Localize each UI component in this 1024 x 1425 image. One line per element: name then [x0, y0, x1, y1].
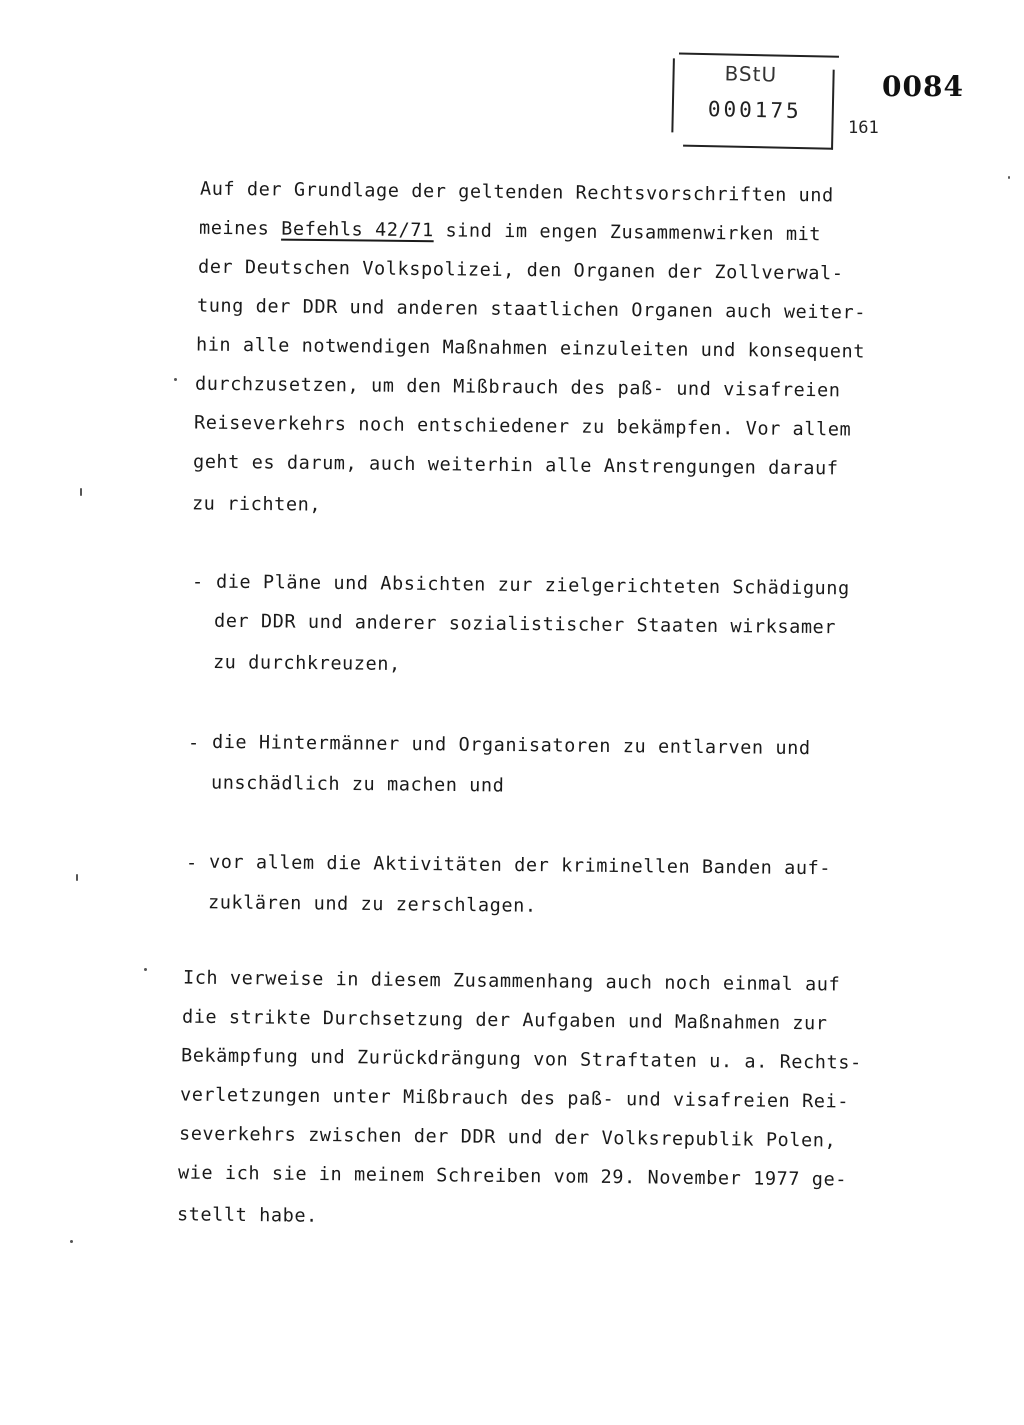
bullet-3-line-1: vor allem die Aktivitäten der kriminellen Banden auf- — [208, 851, 832, 880]
paragraph-2-line-5: severkehrs zwischen der DDR und der Volksrepublik Polen, — [178, 1123, 837, 1152]
bullet-1-line-1: die Pläne und Absichten zur zielgerichteten Schädigung — [215, 571, 850, 600]
paragraph-2-line-2: die strikte Durchsetzung der Aufgaben und Maßnahmen zur — [181, 1006, 828, 1035]
scan-speck — [144, 968, 147, 971]
text-run: meines — [198, 217, 282, 240]
bullet-2-line-2: unschädlich zu machen und — [210, 772, 505, 797]
bullet-1-line-3: zu durchkreuzen, — [212, 652, 401, 675]
bullet-1-line-2: der DDR und anderer sozialistischer Staaten wirksamer — [213, 610, 837, 639]
scan-speck — [70, 1240, 73, 1243]
scan-speck — [174, 378, 177, 381]
paragraph-1-line-8: geht es darum, auch weiterhin alle Anstrengungen darauf — [192, 451, 839, 480]
scan-speck — [80, 488, 82, 496]
paragraph-1-line-6: durchzusetzen, um den Mißbrauch des paß- und visafreien — [194, 373, 841, 402]
bullet-marker: - — [192, 572, 204, 593]
scan-speck — [1008, 176, 1010, 179]
stamp-border-left — [671, 58, 675, 132]
bullet-3-line-2: zuklären und zu zerschlagen. — [207, 892, 537, 917]
paragraph-1-line-2 — [199, 218, 821, 246]
paragraph-2-line-6: wie ich sie in meinem Schreiben vom 29. November 1977 ge- — [177, 1162, 848, 1191]
paragraph-1-line-7: Reiseverkehrs noch entschiedener zu bekämpfen. Vor allem — [193, 412, 852, 441]
stamp-number: 000175 — [707, 97, 802, 124]
archive-number: 0084 — [882, 70, 964, 103]
paragraph-2-line-7: stellt habe. — [176, 1204, 318, 1227]
bullet-marker: - — [188, 733, 200, 754]
text-run: sind im engen Zusammenwirken mit — [433, 220, 822, 246]
paragraph-2-line-4: verletzungen unter Mißbrauch des paß- und visafreien Rei- — [179, 1084, 850, 1113]
stamp-border-right — [831, 70, 835, 150]
paragraph-2-line-1: Ich verweise in diesem Zusammenhang auch noch einmal auf — [182, 967, 841, 996]
paragraph-1-line-4: tung der DDR und anderen staatlichen Organen auch weiter- — [196, 295, 867, 324]
paragraph-1-line-9: zu richten, — [191, 493, 322, 516]
bullet-2-line-1: die Hintermänner und Organisatoren zu entlarven und — [211, 731, 811, 760]
order-reference: Befehls 42/71 — [281, 218, 434, 242]
bullet-marker: - — [186, 853, 198, 874]
paragraph-1-line-3: der Deutschen Volkspolizei, den Organen der Zollverwal- — [197, 256, 844, 285]
stamp-border-top — [679, 52, 839, 57]
paragraph-2-line-3: Bekämpfung und Zurückdrängung von Straftaten u. a. Rechts- — [180, 1045, 862, 1074]
paragraph-1-line-5: hin alle notwendigen Maßnahmen einzuleiten und konsequent — [195, 334, 866, 363]
stamp-border-bottom — [683, 145, 833, 150]
paragraph-1-line-1: Auf der Grundlage der geltenden Rechtsvorschriften und — [199, 178, 834, 207]
page-number: 161 — [848, 118, 879, 138]
archive-stamp — [671, 52, 833, 151]
stamp-title: BStU — [724, 61, 778, 87]
scan-speck — [76, 874, 78, 881]
